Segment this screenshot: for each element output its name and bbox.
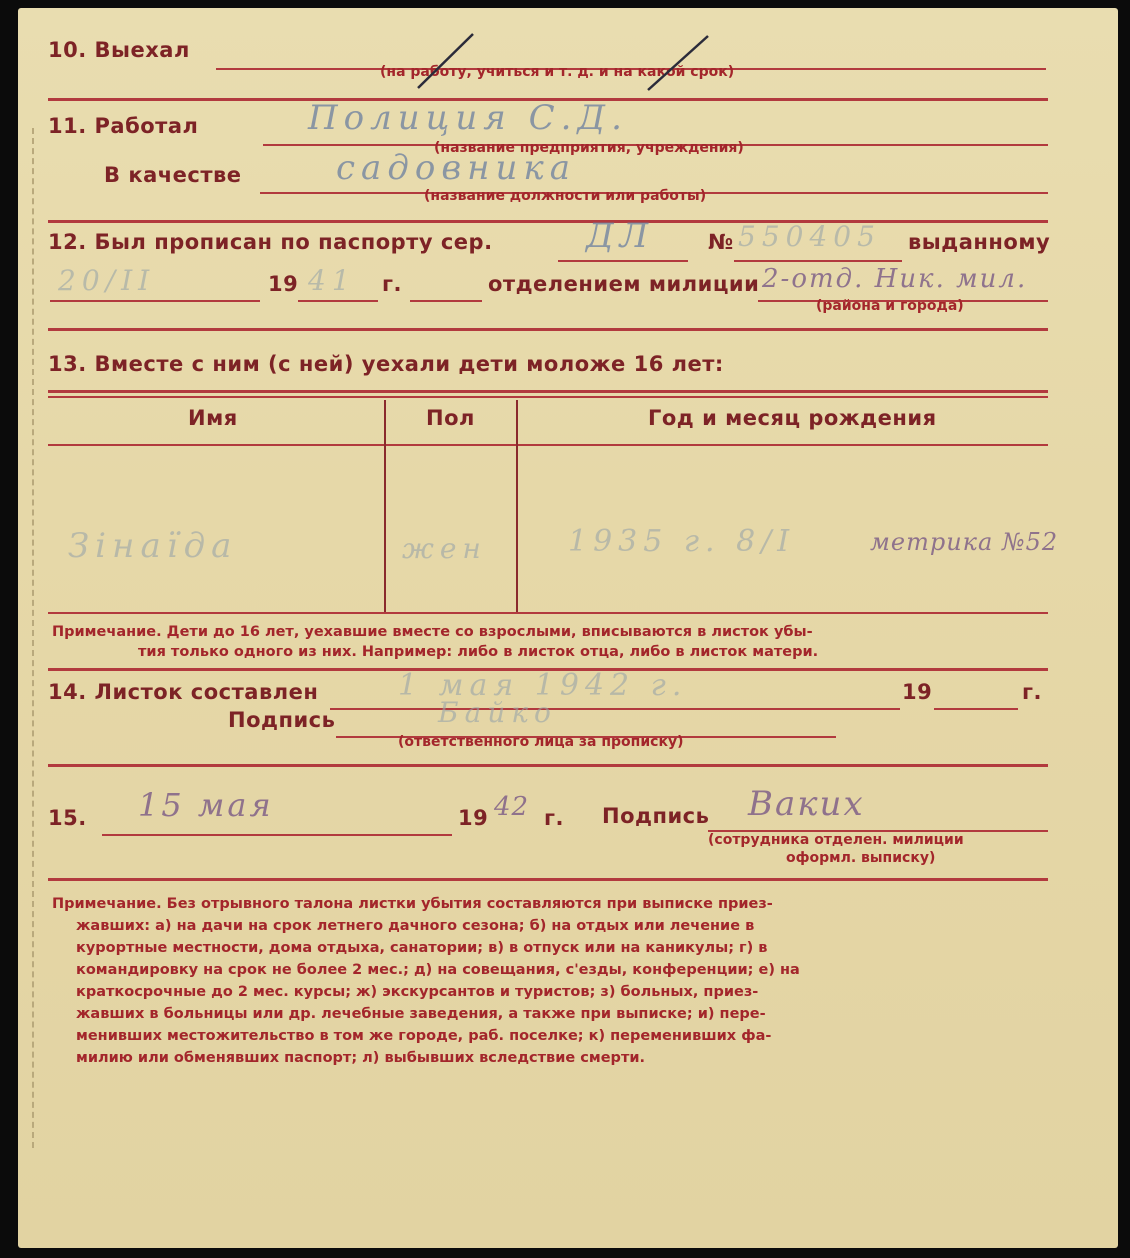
section-13-label: 13. Вместе с ним (с ней) уехали дети моложе 16 лет: — [48, 352, 724, 376]
table-col-divider — [384, 400, 386, 612]
signature-label-14: Подпись — [228, 708, 336, 732]
note-2-line: жавших в больницы или др. лечебные заведения, а также при выписке; и) пере- — [76, 1006, 766, 1022]
child-sex-handwritten: жен — [402, 532, 487, 565]
table-top-line — [48, 390, 1048, 393]
document-sheet — [18, 8, 1118, 1248]
child-name-handwritten: Зінаїда — [68, 526, 238, 566]
issued-label: выданному — [908, 230, 1051, 254]
table-header-name: Имя — [188, 406, 238, 430]
note-2-line: курортные местности, дома отдыха, санатории; в) в отпуск или на каникулы; г) в — [76, 940, 768, 956]
compiled-date-line — [330, 708, 900, 710]
note-1-line-2: тия только одного из них. Например: либо в листок отца, либо в листок матери. — [138, 644, 819, 660]
section-10-label: 10. Выехал — [48, 38, 190, 62]
issue-date-handwritten: 20/II — [58, 264, 156, 297]
police-office-caption: (района и города) — [816, 298, 964, 314]
divider — [48, 220, 1048, 223]
note-2-line: милию или обменявших паспорт; л) выбывших вследствие смерти. — [76, 1050, 646, 1066]
position-handwritten: садовника — [336, 148, 576, 188]
discharge-year-handwritten: 42 — [494, 792, 530, 822]
signature-15-caption-1: (сотрудника отделен. милиции — [708, 832, 964, 848]
section-15-label: 15. — [48, 806, 87, 830]
discharge-year-prefix: 19 — [458, 806, 489, 830]
signature-14-caption: (ответственного лица за прописку) — [398, 734, 684, 750]
note-2-line: Примечание. Без отрывного талона листки убытия составляются при выписке приез- — [52, 896, 773, 912]
discharge-g: г. — [544, 806, 564, 830]
position-label: В качестве — [104, 163, 242, 187]
table-top-line-2 — [48, 396, 1048, 398]
section-12-label: 12. Был прописан по паспорту сер. — [48, 230, 493, 254]
passport-number-handwritten: 550405 — [738, 220, 881, 253]
discharge-date-line — [102, 834, 452, 836]
section-11-caption: (название предприятия, учреждения) — [434, 140, 744, 156]
section-11-label: 11. Работал — [48, 114, 199, 138]
year-prefix: 19 — [268, 272, 299, 296]
number-line — [734, 260, 902, 262]
note-2-line: жавших: а) на дачи на срок летнего дачного сезона; б) на отдых или лечение в — [76, 918, 755, 934]
discharge-date-handwritten: 15 мая — [138, 786, 274, 824]
signature-15-handwritten: Ваких — [748, 784, 865, 824]
child-document-handwritten: метрика №52 — [870, 528, 1059, 556]
year-line — [298, 300, 378, 302]
divider — [48, 328, 1048, 331]
workplace-handwritten: Полиция С.Д. — [308, 98, 628, 138]
strike-marks — [378, 28, 738, 98]
divider — [48, 878, 1048, 881]
police-office-handwritten: 2-отд. Ник. мил. — [762, 264, 1028, 294]
table-header-line — [48, 444, 1048, 446]
signature-15-caption-2: оформл. выписку) — [786, 850, 936, 866]
perforation-edge — [32, 128, 34, 1148]
signature-14-handwritten: Байко — [438, 696, 557, 729]
note-2-line: краткосрочные до 2 мес. курсы; ж) экскурсантов и туристов; з) больных, приез- — [76, 984, 759, 1000]
table-bottom-line — [48, 612, 1048, 614]
table-header-birth: Год и месяц рождения — [648, 406, 937, 430]
note-2-line: командировку на срок не более 2 мес.; д) на совещания, с'езды, конференции; е) на — [76, 962, 800, 978]
compiled-date-handwritten: 1 мая 1942 г. — [398, 668, 688, 703]
signature-label-15: Подпись — [602, 804, 710, 828]
position-caption: (название должности или работы) — [424, 188, 707, 204]
section-14-label: 14. Листок составлен — [48, 680, 319, 704]
year-g: г. — [382, 272, 402, 296]
series-line — [558, 260, 688, 262]
section-10-caption: (на работу, учиться и т. д. и на какой срок) — [380, 64, 735, 80]
year-handwritten: 41 — [308, 264, 356, 297]
note-1-line-1: Примечание. Дети до 16 лет, уехавшие вместе со взрослыми, вписываются в листок убы- — [52, 624, 813, 640]
issue-date-line — [50, 300, 260, 302]
table-header-sex: Пол — [426, 406, 475, 430]
police-office-label: отделением милиции — [488, 272, 760, 296]
compiled-g: г. — [1022, 680, 1042, 704]
divider — [48, 764, 1048, 767]
compiled-year-line — [934, 708, 1018, 710]
table-col-divider — [516, 400, 518, 612]
blank-line — [410, 300, 482, 302]
compiled-year-prefix: 19 — [902, 680, 933, 704]
number-label: № — [708, 230, 734, 254]
passport-series-handwritten: ДЛ — [586, 216, 655, 256]
child-birth-handwritten: 1935 г. 8/I — [568, 524, 796, 559]
note-2-line: менивших местожительство в том же городе, раб. поселке; к) переменивших фа- — [76, 1028, 772, 1044]
